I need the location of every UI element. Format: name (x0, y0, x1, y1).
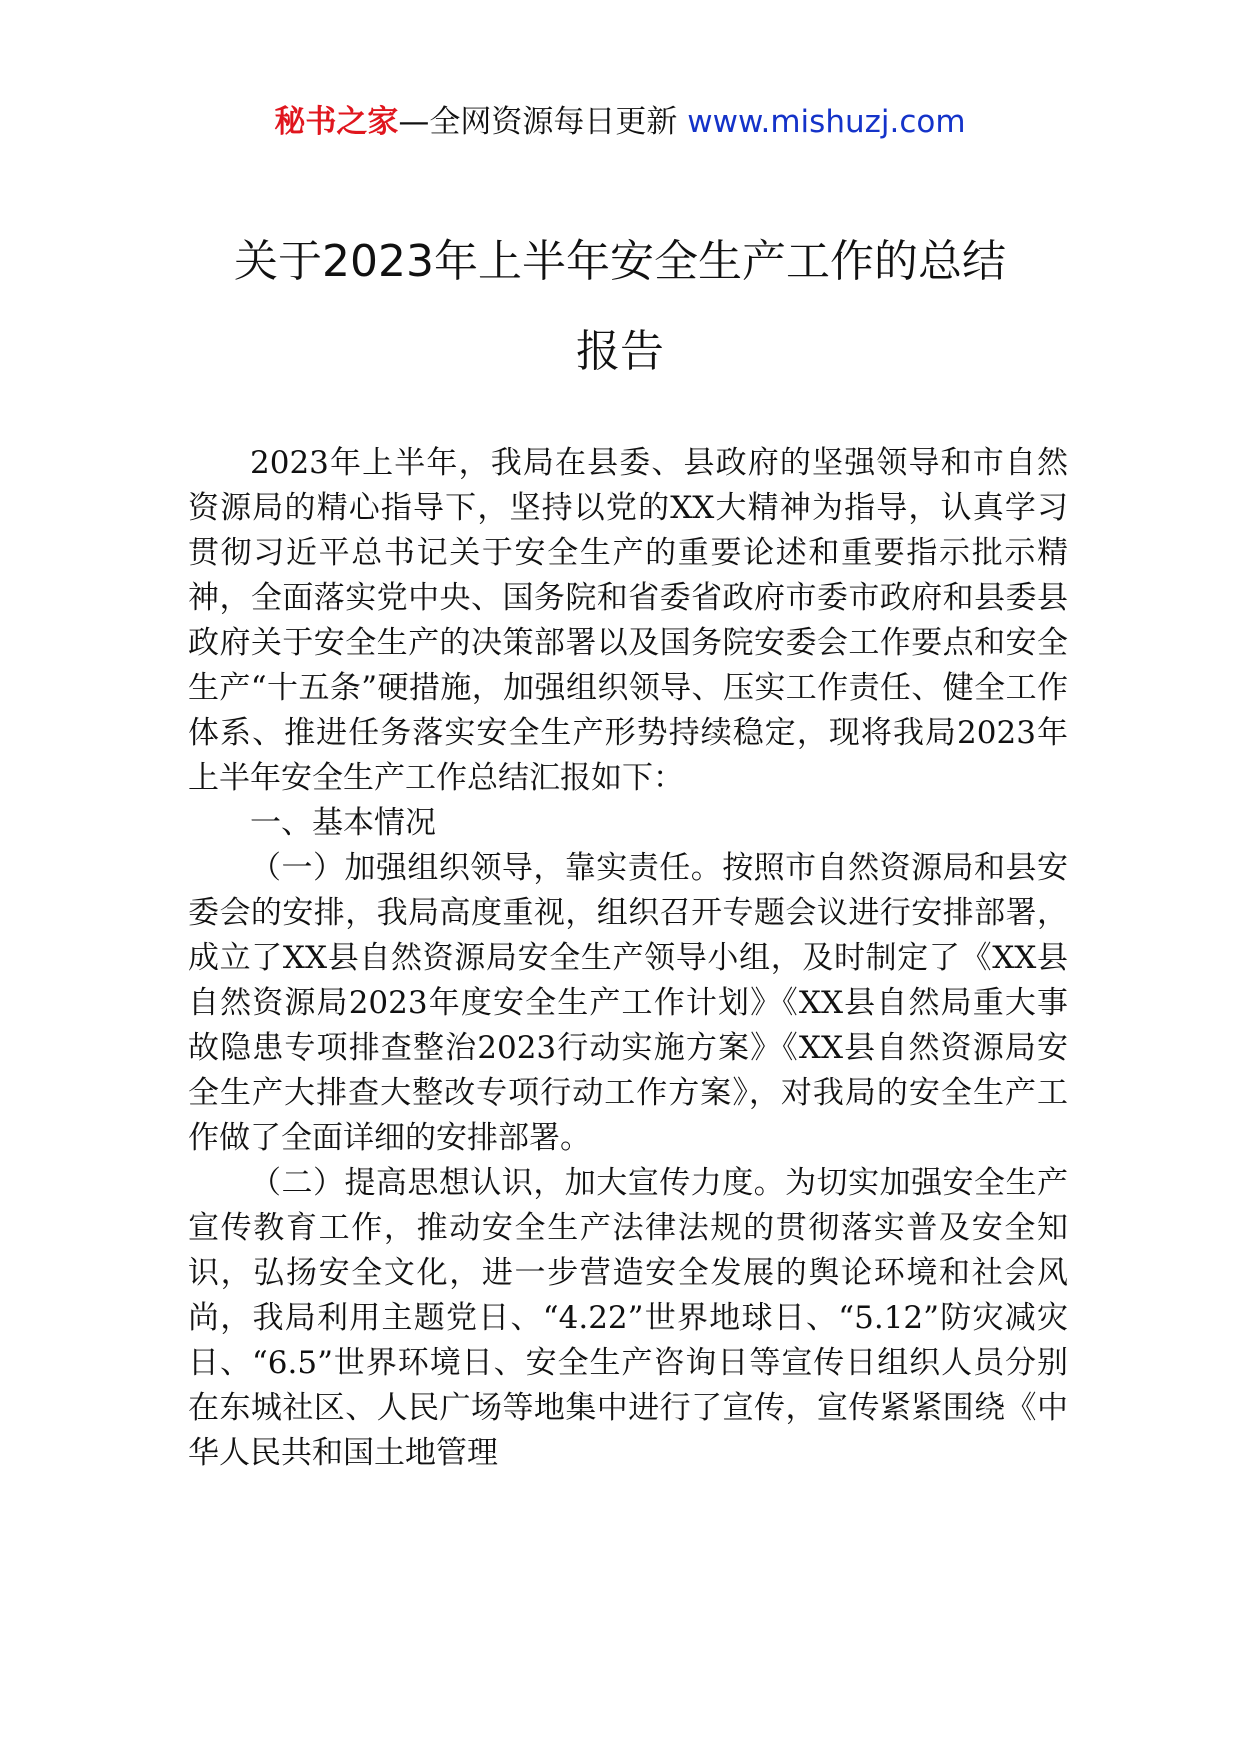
paragraph-organization-leadership: （一）加强组织领导，靠实责任。按照市自然资源局和县安委会的安排，我局高度重视，组织召开专题会议进行安排部署，成立了XX县自然资源局安全生产领导小组，及时制定了《XX县自然资源局2023年度安全生产工作计划》《XX县自然局重大事故隐患专项排查整治2023行动实施方案》《XX县自然资源局安全生产大排查大整改专项行动工作方案》，对我局的安全生产工作做了全面详细的安排部署。 (188, 850, 1068, 1156)
site-url-link[interactable]: www.mishuzj.com (687, 104, 966, 140)
site-slogan: —全网资源每日更新 (398, 104, 678, 140)
site-brand: 秘书之家 (274, 104, 399, 140)
document-title-line-2: 报告 (576, 326, 664, 377)
document-body (188, 441, 1068, 1476)
section-heading-basic-situation: 一、基本情况 (250, 805, 436, 841)
paragraph-publicity: （二）提高思想认识，加大宣传力度。为切实加强安全生产宣传教育工作，推动安全生产法律法规的贯彻落实普及安全知识，弘扬安全文化，进一步营造安全发展的舆论环境和社会风尚，我局利用主题党日、“4.22”世界地球日、“5.12”防灾减灾日、“6.5”世界环境日、安全生产咨询日等宣传日组织人员分别在东城社区、人民广场等地集中进行了宣传，宣传紧紧围绕《中华人民共和国土地管理 (188, 1165, 1068, 1471)
document-title-line-1: 关于2023年上半年安全生产工作的总结 (234, 236, 1006, 287)
intro-paragraph: 2023年上半年，我局在县委、县政府的坚强领导和市自然资源局的精心指导下，坚持以党的XX大精神为指导，认真学习贯彻习近平总书记关于安全生产的重要论述和重要指示批示精神，全面落实党中央、国务院和省委省政府市委市政府和县委县政府关于安全生产的决策部署以及国务院安委会工作要点和安全生产“十五条”硬措施，加强组织领导、压实工作责任、健全工作体系、推进任务落实安全生产形势持续稳定，现将我局2023年上半年安全生产工作总结汇报如下： (188, 445, 1068, 796)
site-header (0, 100, 1240, 144)
